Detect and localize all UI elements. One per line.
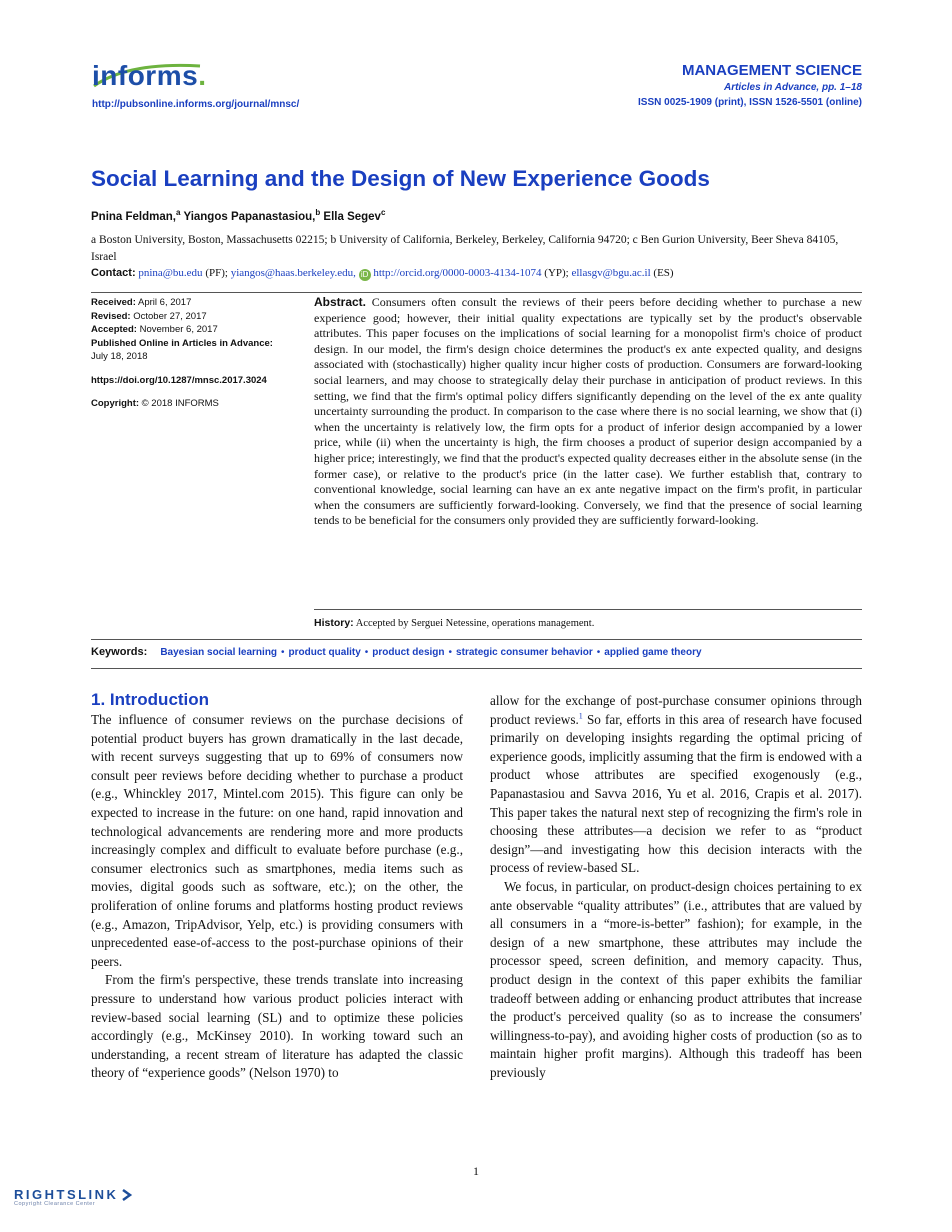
rightslink-text: RIGHTSLINK	[14, 1187, 119, 1202]
published-date: July 18, 2018	[91, 351, 148, 362]
page-number: 1	[473, 1164, 479, 1178]
copyright-text: © 2018 INFORMS	[141, 398, 219, 409]
revised-date: October 27, 2017	[133, 310, 207, 322]
rightslink-subtitle: Copyright Clearance Center	[14, 1201, 96, 1207]
paragraph: From the firm's perspective, these trends translate into increasing pressure to understand how various product policies interact with review-based social learning (SL) and to optimize these policies accordingly (e.g., McKinsey 2010). In working toward such an understanding, a recent stream of literature has adapted the classic theory of “experience goods” (Nelson 1970) to	[91, 972, 463, 1081]
paragraph-text: allow for the exchange of post-purchase consumer opinions through product reviews.	[490, 693, 862, 727]
keyword-link[interactable]: product quality	[288, 647, 361, 658]
accepted-date: November 6, 2017	[139, 324, 218, 335]
keyword-link[interactable]: product design	[372, 647, 445, 658]
body-column-right	[490, 692, 862, 1082]
author-list	[91, 208, 386, 223]
history	[314, 617, 862, 629]
keywords-bottom-divider	[91, 668, 862, 669]
body-column-left	[91, 711, 463, 1083]
keyword-link[interactable]: Bayesian social learning	[160, 647, 278, 658]
section-heading: 1. Introduction	[91, 690, 210, 709]
paper-title: Social Learning and the Design of New Experience Goods	[91, 166, 710, 191]
received-label: Received:	[91, 297, 136, 308]
affiliations: a Boston University, Boston, Massachusetts 02215; b University of California, Berkeley, Berkeley, California 94720; c Ben Gurion University, Beer Sheva 84105, Israel	[91, 234, 839, 263]
contact-line	[91, 266, 861, 281]
abstract	[314, 295, 862, 529]
author-sup: b	[315, 208, 321, 218]
keyword-link[interactable]: applied game theory	[604, 647, 702, 658]
keyword-link[interactable]: strategic consumer behavior	[456, 647, 593, 658]
paragraph: We focus, in particular, on product-design choices pertaining to ex ante observable “quality attributes” (i.e., attributes that are valued by all consumers in a “more-is-better” fashion); for example, in the design of a new smartphone, these attributes may include the processor speed, screen definition, and memory capacity. Thus, product design in the context of this paper exhibits the familiar tradeoff between adding or enhancing product attributes that increase the product's perceived quality (so as to increase the consumers' willingness-to-pay), and avoiding higher costs of production (so as to maintain higher profit margins). Although this tradeoff has been previously	[490, 878, 862, 1080]
paragraph	[490, 692, 862, 878]
revised-label: Revised:	[91, 310, 131, 322]
logo-text: informs	[92, 60, 199, 91]
paragraph-text: So far, efforts in this area of research have focused primarily on developing insights regarding the optimal pricing of experience goods, implicitly assuming that the firm is endowed with a product whose attributes are specified exogenously (e.g., Papanastasiou and Savva 2016, Yu et al. 2016, Crapis et al. 2017). This paper takes the natural next step of recognizing the firm's role in choosing these attributes—a decision we refer to as “product design”—and investigating how this decision interacts with the process of review-based SL.	[490, 711, 863, 876]
abstract-text: Consumers often consult the reviews of their peers before deciding whether to purchase a new experience good; however, their initial quality expectations are typically set by the product's observable attributes. This paper focuses on the implications of social learning for a monopolist firm's choice of product design. In our model, the firm's design choice determines the product's ex ante expected quality, and designs associated with (stochastically) higher quality incur higher costs of production. Consumers are forward-looking social learners, and may choose to strategically delay their purchase in anticipation of product reviews. In this setting, we find that the firm's optimal policy differs significantly depending on the level of the ex ante quality uncertainty surrounding the product. In comparison to the case where there is no social learning, we show that (i) when the uncertainty is relatively low, the firm opts for a product of inferior design accompanied by a lower price, while (ii) when the uncertainty is high, the firm chooses a product of superior design accompanied by a higher price; interestingly, we find that the product's expected quality decreases either in the absolute sense (in the former case), or relative to the product's price (in the latter case). We further establish that, contrary to conventional knowledge, social learning can have an ex ante negative impact on the firm's profit, in particular when the consumers are sufficiently forward-looking. Conversely, we find that the presence of social learning tends to be beneficial for the consumers only provided they are sufficiently forward-looking.	[314, 295, 863, 528]
informs-logo	[92, 60, 206, 92]
email-link[interactable]: pnina@bu.edu	[138, 267, 203, 279]
author-name: Pnina Feldman,	[91, 211, 176, 223]
published-label: Published Online in Articles in Advance:	[91, 337, 273, 349]
keywords-label: Keywords:	[91, 646, 148, 658]
abstract-label: Abstract.	[314, 295, 367, 309]
accepted-label: Accepted:	[91, 324, 137, 335]
author-id: (PF);	[205, 267, 228, 279]
contact-label: Contact:	[91, 267, 136, 279]
received-date: April 6, 2017	[138, 297, 192, 308]
keywords	[91, 646, 871, 658]
keyword-separator: •	[364, 647, 369, 658]
author-name: Yiangos Papanastasiou,	[183, 211, 316, 223]
journal-issn: ISSN 0025-1909 (print), ISSN 1526-5501 (online)	[638, 97, 862, 108]
author-id: (ES)	[653, 267, 674, 279]
orcid-icon: iD	[359, 269, 371, 281]
email-link[interactable]: ellasgv@bgu.ac.il	[571, 267, 651, 279]
paragraph: The influence of consumer reviews on the purchase decisions of potential product buyers has grown dramatically in the last decade, with recent surveys suggesting that up to 69% of consumers now consult peer reviews before deciding whether to purchase a product (e.g., Whinckley 2017, Mintel.com 2015). This figure can only be expected to increase in the future: on one hand, rapid innovation and technological advancements are rendering more and more products increasingly complex and difficult to evaluate before purchase (e.g., consumer electronics such as smartphones, media items such as movies, digital goods such as software, etc.); on the other, the proliferation of online forums and platforms hosting product reviews (e.g., Amazon, TripAdvisor, Yelp, etc.) is providing consumers with unprecedented ease-of-access to the post-purchase opinions of their peers.	[91, 712, 463, 969]
orcid-link[interactable]: http://orcid.org/0000-0003-4134-1074	[373, 267, 542, 279]
keyword-separator: •	[596, 647, 601, 658]
email-link[interactable]: yiangos@haas.berkeley.edu,	[230, 267, 356, 279]
abstract-divider	[314, 609, 862, 610]
keyword-separator: •	[281, 647, 285, 658]
journal-advance-info	[724, 82, 862, 93]
keyword-list	[160, 646, 701, 658]
author-sup: a	[176, 208, 181, 218]
advance-text: Articles in Advance, pp. 1–18	[723, 82, 862, 93]
rightslink-arrow-icon	[120, 1188, 134, 1202]
journal-name: MANAGEMENT SCIENCE	[681, 62, 862, 79]
copyright-label: Copyright:	[91, 398, 140, 409]
author-sup: c	[380, 208, 386, 218]
keyword-separator: •	[448, 647, 453, 658]
rightslink-logo[interactable]	[14, 1187, 134, 1207]
journal-url-link[interactable]: http://pubsonline.informs.org/journal/mnsc/	[92, 99, 300, 110]
doi-link[interactable]: https://doi.org/10.1287/mnsc.2017.3024	[91, 374, 267, 386]
footnote-marker[interactable]: 1	[578, 711, 583, 721]
author-id: (YP);	[544, 267, 569, 279]
author-name: Ella Segev	[323, 211, 381, 223]
logo-mark: .	[198, 60, 206, 91]
history-label: History:	[314, 617, 354, 629]
keywords-top-divider	[91, 639, 862, 640]
header-divider	[91, 292, 862, 293]
article-meta	[91, 297, 291, 412]
history-text: Accepted by Serguei Netessine, operations management.	[355, 618, 595, 629]
